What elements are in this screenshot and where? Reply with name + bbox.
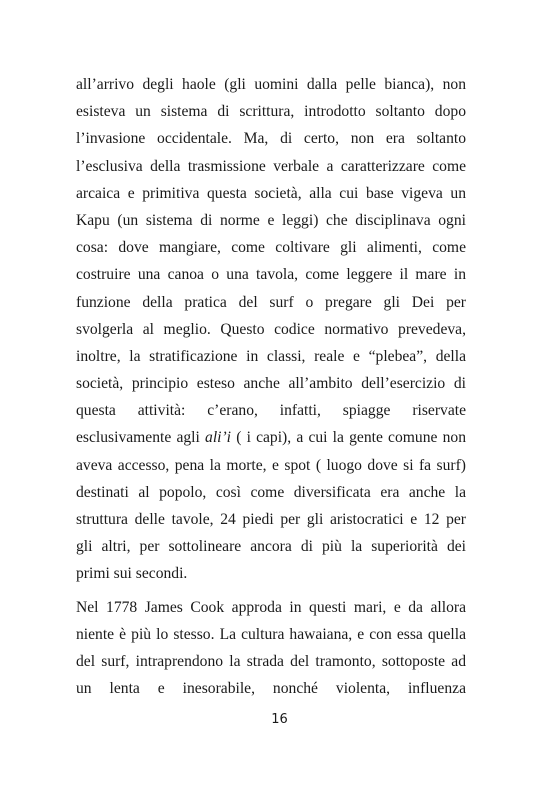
italic-term: ali’i [205,429,232,447]
page-number: 16 [271,712,288,727]
text-line: questa attività: c’erano, infatti, spiagge riservate [76,402,466,420]
text-line: niente è più lo stesso. La cultura hawaiana, e con essa quella [76,625,466,643]
text-line: un lenta e inesorabile, nonché violenta, influenza [76,680,466,698]
text-line: costruire una canoa o una tavola, come leggere il mare in [76,266,466,284]
text-line: destinati al popolo, così come diversificata era anche la [76,483,466,501]
text-line: inoltre, la stratificazione in classi, reale e “plebea”, della [76,347,466,365]
text-line: all’arrivo degli haole (gli uomini dalla pelle bianca), non [76,76,466,93]
paragraph-2 [76,594,466,703]
paragraph-1 [76,71,466,588]
text-line: struttura delle tavole, 24 piedi per gli aristocratici e 12 per [76,511,466,528]
body-text [76,71,466,702]
text-line: Kapu (un sistema di norme e leggi) che disciplinava ogni [76,211,466,229]
text-line: l’invasione occidentale. Ma, di certo, non era soltanto [76,130,466,148]
text-line: gli altri, per sottolineare ancora di più la superiorità dei [76,538,466,556]
text-line: società, principio esteso anche all’ambito dell’esercizio di [76,375,466,393]
text-line: arcaica e primitiva questa società, alla cui base vigeva un [76,184,466,202]
text-line: funzione della pratica del surf o pregare gli Dei per [76,293,466,311]
text-line: del surf, intraprendono la strada del tramonto, sottoposte ad [76,652,466,670]
text-line: l’esclusiva della trasmissione verbale a caratterizzare come [76,157,466,175]
text-line: aveva accesso, pena la morte, e spot ( luogo dove si fa surf) [76,456,466,474]
text-line: cosa: dove mangiare, come coltivare gli alimenti, come [76,239,466,257]
text-line: Nel 1778 James Cook approda in questi mari, e da allora [76,598,466,616]
text-line: svolgerla al meglio. Questo codice normativo prevedeva, [76,320,466,338]
text-line: esclusivamente agli ali’i ( i capi), a cui la gente comune non [76,429,466,447]
text-line: primi sui secondi. [76,565,188,583]
text-line: esisteva un sistema di scrittura, introdotto soltanto dopo [76,103,466,121]
